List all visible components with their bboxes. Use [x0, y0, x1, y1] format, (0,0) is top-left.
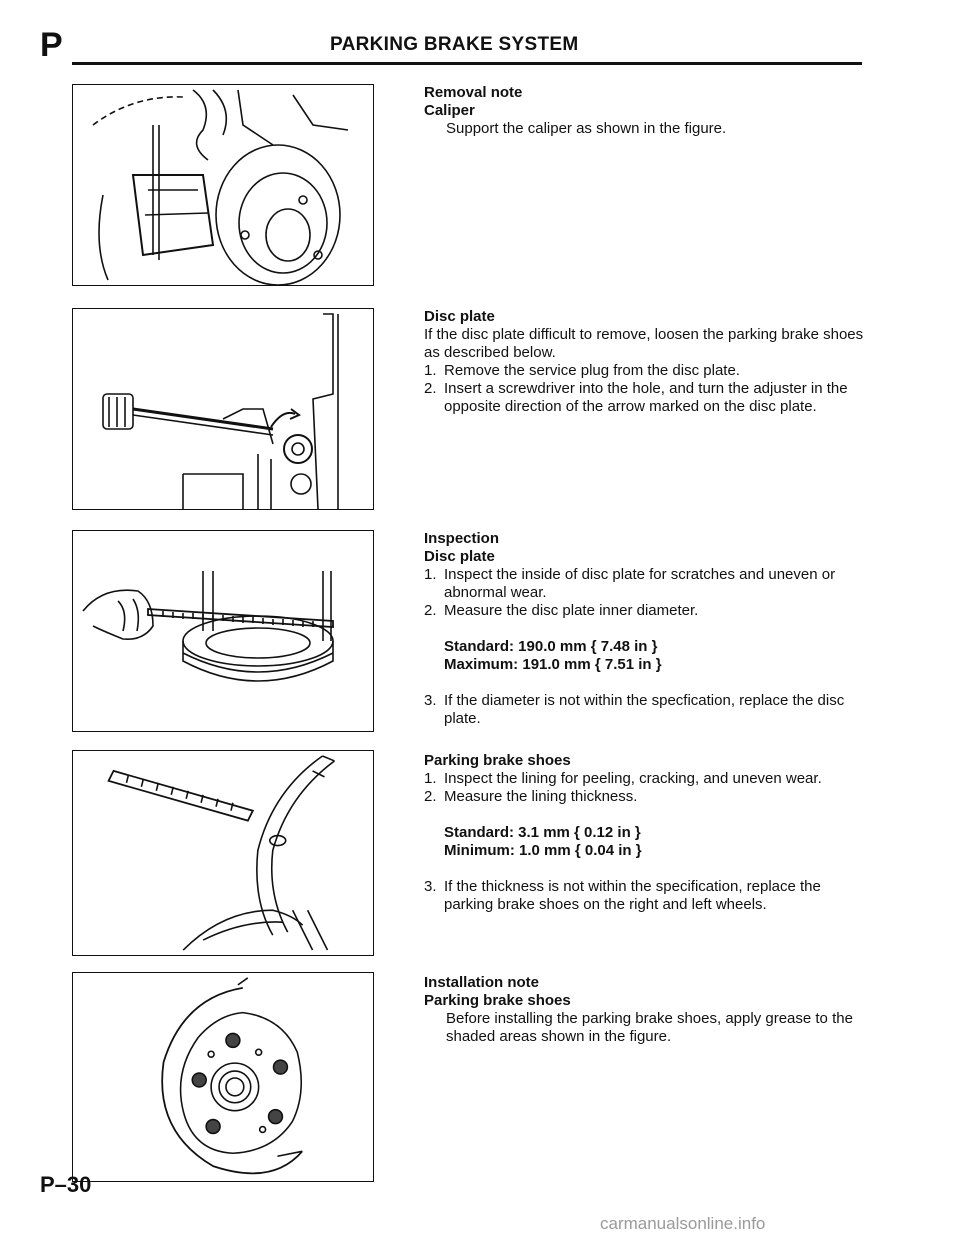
spec-minimum: Minimum: 1.0 mm { 0.04 in }	[444, 842, 642, 859]
inspection-subheading: Disc plate	[424, 548, 495, 565]
figure-caliper-support	[72, 84, 374, 286]
disc-plate-heading: Disc plate	[424, 308, 495, 325]
step-number: 2.	[424, 380, 437, 397]
section-installation-note	[424, 974, 864, 1046]
figure-lining-thickness	[72, 750, 374, 956]
step-number: 2.	[424, 602, 437, 619]
page-title: PARKING BRAKE SYSTEM	[330, 34, 579, 55]
spec-standard: Standard: 190.0 mm { 7.48 in }	[444, 638, 658, 655]
step-text: Inspect the inside of disc plate for scratches and uneven or abnormal wear.	[444, 566, 836, 601]
section-inspection	[424, 530, 864, 728]
screwdriver-illustration	[73, 309, 373, 509]
step-text: Insert a screwdriver into the hole, and turn the adjuster in the opposite direction of the arrow marked on the disc plate.	[444, 380, 848, 415]
header-rule	[72, 62, 862, 65]
caliper-illustration	[73, 85, 373, 285]
list-item	[424, 692, 864, 728]
installation-heading: Installation note	[424, 974, 540, 991]
spec-standard: Standard: 3.1 mm { 0.12 in }	[444, 824, 641, 841]
installation-subheading: Parking brake shoes	[424, 992, 571, 1009]
step-number: 3.	[424, 692, 437, 709]
list-item	[424, 380, 864, 416]
figure-grease-areas	[72, 972, 374, 1182]
section-removal-note	[424, 84, 864, 138]
list-item	[424, 566, 864, 602]
figure-disc-measure	[72, 530, 374, 732]
list-item	[424, 602, 864, 620]
removal-heading: Removal note	[424, 84, 523, 101]
page-number: P–30	[40, 1172, 92, 1197]
list-item	[424, 770, 864, 788]
step-number: 1.	[424, 770, 437, 787]
inspection-heading: Inspection	[424, 530, 500, 547]
step-number: 2.	[424, 788, 437, 805]
disc-plate-intro: If the disc plate difficult to remove, loosen the parking brake shoes as described below.	[424, 326, 864, 361]
step-text: Measure the disc plate inner diameter.	[444, 602, 699, 619]
section-disc-plate	[424, 308, 864, 416]
list-item	[424, 878, 864, 914]
lining-illustration	[73, 751, 373, 955]
removal-subheading: Caliper	[424, 102, 475, 119]
figure-screwdriver-adjuster	[72, 308, 374, 510]
disc-caliper-illustration	[73, 531, 373, 731]
section-parking-brake-shoes	[424, 752, 864, 914]
step-text: Measure the lining thickness.	[444, 788, 638, 805]
watermark: carmanualsonline.info	[600, 1214, 766, 1233]
installation-text: Before installing the parking brake shoes, apply grease to the shaded areas shown in the figure.	[446, 1010, 853, 1045]
removal-text: Support the caliper as shown in the figure.	[446, 120, 727, 137]
step-number: 1.	[424, 362, 437, 379]
shoes-heading: Parking brake shoes	[424, 752, 571, 769]
spec-maximum: Maximum: 191.0 mm { 7.51 in }	[444, 656, 662, 673]
section-letter: P	[40, 26, 63, 64]
step-text: Remove the service plug from the disc plate.	[444, 362, 740, 379]
step-text: Inspect the lining for peeling, cracking, and uneven wear.	[444, 770, 822, 787]
step-number: 3.	[424, 878, 437, 895]
step-text: If the thickness is not within the specification, replace the parking brake shoes on the right and left wheels.	[444, 878, 821, 913]
backing-plate-illustration	[73, 973, 373, 1181]
step-number: 1.	[424, 566, 437, 583]
step-text: If the diameter is not within the specfication, replace the disc plate.	[444, 692, 845, 727]
list-item	[424, 362, 864, 380]
list-item	[424, 788, 864, 806]
